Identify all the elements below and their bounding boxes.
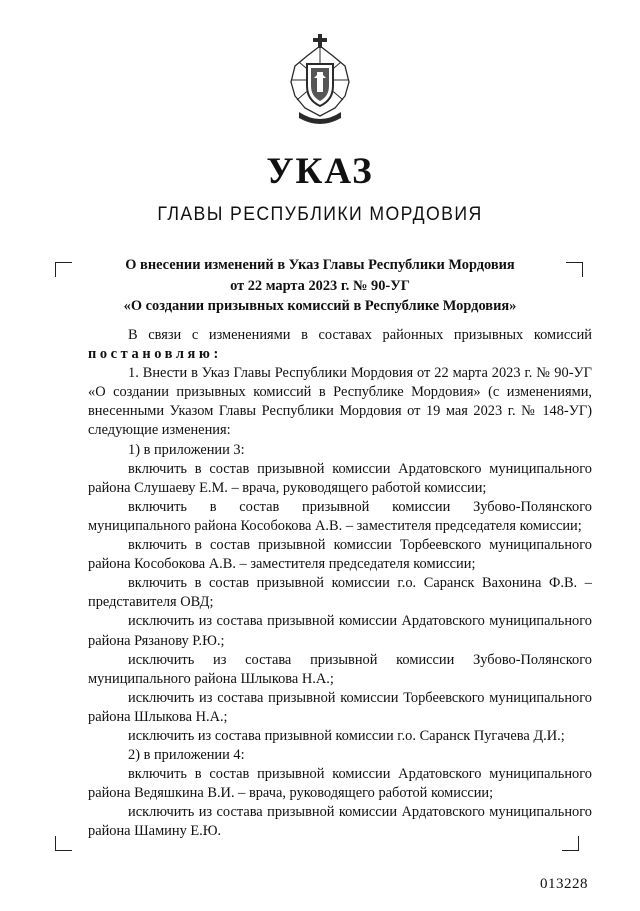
corner-mark-top-right [566, 262, 583, 277]
appendix-3-heading: 1) в приложении 3: [128, 441, 245, 458]
list-item: включить в состав призывной комиссии Торбеевского муниципального района Кособокова А.В. – заместителя председателя комиссии; [88, 537, 592, 573]
document-serial-number: 013228 [540, 876, 588, 892]
corner-mark-top-left [55, 262, 72, 277]
list-item: исключить из состава призывной комиссии Торбеевского муниципального района Шлыкова Н.А.; [88, 689, 592, 725]
coat-of-arms-emblem [285, 34, 355, 130]
list-item: включить в состав призывной комиссии Ардатовского муниципального района Слушаеву Е.М. – врача, руководящего работой комиссии; [88, 460, 592, 496]
list-item: исключить из состава призывной комиссии Ардатовского муниципального района Рязанову Р.Ю.; [88, 613, 592, 649]
list-item: исключить из состава призывной комиссии Ардатовского муниципального района Шамину Е.Ю. [88, 804, 592, 840]
decree-body [88, 326, 592, 842]
heading-line-3: «О создании призывных комиссий в Республике Мордовия» [123, 298, 517, 314]
amendment-paragraph: 1. Внести в Указ Главы Республики Мордовия от 22 марта 2023 г. № 90-УГ «О создании призывных комиссий в Республике Мордовия» (с изменениями, внесенными Указом Главы Республики Мордовия от 19 мая 2023 г. № 148-УГ) следующие изменения: [88, 365, 592, 439]
preamble-paragraph: В связи с изменениями в составах районных призывных комиссий [128, 327, 592, 343]
appendix-4-heading: 2) в приложении 4: [128, 747, 245, 764]
list-item: включить в состав призывной комиссии Ардатовского муниципального района Ведяшкина В.И. – врача, руководящего работой комиссии; [88, 766, 592, 802]
heading-line-2: от 22 марта 2023 г. № 90-УГ [230, 277, 410, 294]
decree-heading [80, 255, 560, 317]
list-item: исключить из состава призывной комиссии г.о. Саранск Пугачева Д.И.; [128, 727, 565, 744]
heading-line-1: О внесении изменений в Указ Главы Республики Мордовия [125, 257, 515, 273]
corner-mark-bottom-left [55, 836, 72, 851]
list-item: включить в состав призывной комиссии Зубово-Полянского муниципального района Кособокова А.В. – заместителя председателя комиссии; [88, 498, 592, 534]
issuer-title: ГЛАВЫ РЕСПУБЛИКИ МОРДОВИЯ [157, 204, 483, 225]
list-item: исключить из состава призывной комиссии Зубово-Полянского муниципального района Шлыкова Н.А.; [88, 651, 592, 687]
decree-verb: постановляю: [88, 346, 222, 363]
document-title: УКАЗ [266, 151, 374, 192]
list-item: включить в состав призывной комиссии г.о. Саранск Вахонина Ф.В. – представителя ОВД; [88, 575, 592, 611]
